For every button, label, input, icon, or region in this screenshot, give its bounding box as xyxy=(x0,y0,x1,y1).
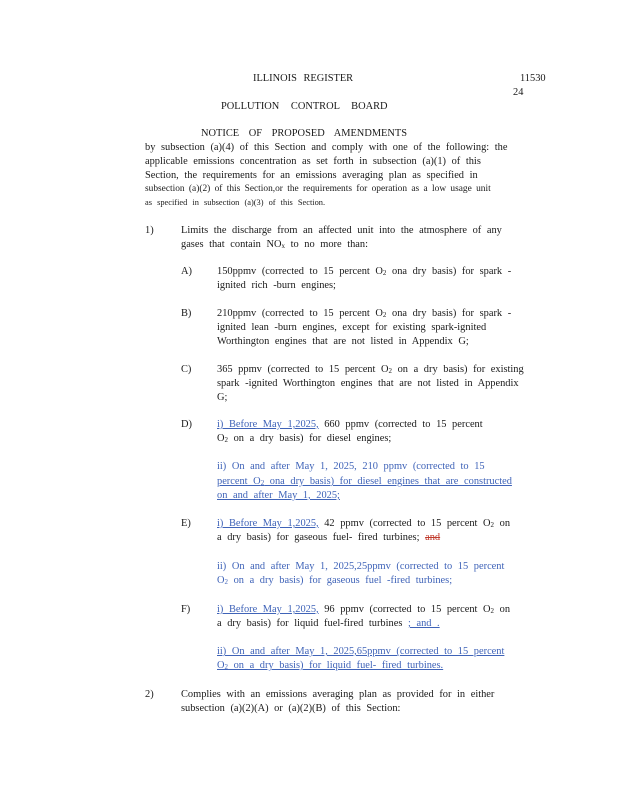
subitem-label: A) xyxy=(181,266,192,277)
subF-i-line: a dry basis) for liquid fuel-fired turbines ; and . xyxy=(217,618,440,629)
notice-title: NOTICE OF PROPOSED AMENDMENTS xyxy=(201,128,408,139)
subF-ii-line: ii) On and after May 1, 2025,65ppmv (corrected to 15 percent xyxy=(217,646,505,657)
subB-line: ignited lean -burn engines, except for existing spark-ignited xyxy=(217,322,487,333)
subB-line: 210ppmv (corrected to 15 percent $O_2$ ona dry basis) for spark - xyxy=(217,308,512,319)
deleted-text: and xyxy=(425,532,441,543)
intro-line: applicable emissions concentration as set forth in subsection (a)(1) of this xyxy=(145,156,481,167)
subD-ii-line: on and after May 1, 2025; xyxy=(217,490,340,501)
subD-ii-line: percent $O_2$ ona dry basis) for diesel engines that are constructed xyxy=(217,476,512,487)
intro-line: Section, the requirements for an emissions averaging plan as specified in xyxy=(145,170,478,181)
subA-line: 150ppmv (corrected to 15 percent $O_2$ ona dry basis) for spark - xyxy=(217,266,512,277)
subF-i-line: i) Before May 1,2025, 96 ppmv (corrected to 15 percent $O_2$ on xyxy=(217,604,511,615)
intro-line: as specified in subsection (a)(3) of this Section. xyxy=(145,198,326,207)
item2-line: subsection (a)(2)(A) or (a)(2)(B) of this Section: xyxy=(181,703,401,714)
item1-line: gases that contain $NO_x$ to no more than: xyxy=(181,239,368,250)
item2-line: Complies with an emissions averaging plan as provided for in either xyxy=(181,689,495,700)
subD-i-line: $O_2$ on a dry basis) for diesel engines; xyxy=(217,433,392,444)
register-title: ILLINOIS REGISTER xyxy=(253,73,354,84)
subD-ii-line: ii) On and after May 1, 2025, 210 ppmv (corrected to 15 xyxy=(217,461,485,472)
item-number: 1) xyxy=(145,225,154,236)
item1-line: Limits the discharge from an affected unit into the atmosphere of any xyxy=(181,225,502,236)
inserted-text: i) Before May 1,2025, xyxy=(217,419,319,430)
intro-line: subsection (a)(2) of this Section,or the requirements for operation as a low usage unit xyxy=(145,184,491,194)
item-number: 2) xyxy=(145,689,154,700)
issue-number: 24 xyxy=(513,87,524,98)
inserted-text: i) Before May 1,2025, xyxy=(217,518,319,529)
subC-line: spark -ignited Worthington engines that are not listed in Appendix xyxy=(217,378,519,389)
intro-line: by subsection (a)(4) of this Section and comply with one of the following: the xyxy=(145,142,508,153)
subE-ii-line: ii) On and after May 1, 2025,25ppmv (corrected to 15 percent xyxy=(217,561,505,572)
subC-line: G; xyxy=(217,392,228,403)
subitem-label: D) xyxy=(181,419,192,430)
subC-line: 365 ppmv (corrected to 15 percent $O_2$ on a dry basis) for existing xyxy=(217,364,524,375)
subA-line: ignited rich -burn engines; xyxy=(217,280,336,291)
subE-i-line: i) Before May 1,2025, 42 ppmv (corrected to 15 percent $O_2$ on xyxy=(217,518,511,529)
inserted-text: ; and . xyxy=(407,618,440,629)
subB-line: Worthington engines that are not listed in Appendix G; xyxy=(217,336,469,347)
subD-i-line: i) Before May 1,2025, 660 ppmv (corrected to 15 percent xyxy=(217,419,483,430)
agency-name: POLLUTION CONTROL BOARD xyxy=(221,101,388,112)
subF-ii-line: $O_2$ on a dry basis) for liquid fuel- fired turbines. xyxy=(217,660,444,671)
subitem-label: F) xyxy=(181,604,191,615)
subitem-label: E) xyxy=(181,518,191,529)
subE-ii-line: $O_2$ on a dry basis) for gaseous fuel -fired turbines; xyxy=(217,575,453,586)
page-number: 11530 xyxy=(520,73,546,84)
inserted-text: i) Before May 1,2025, xyxy=(217,604,319,615)
subitem-label: C) xyxy=(181,364,192,375)
subitem-label: B) xyxy=(181,308,192,319)
subE-i-line: a dry basis) for gaseous fuel- fired turbines; and xyxy=(217,532,441,543)
